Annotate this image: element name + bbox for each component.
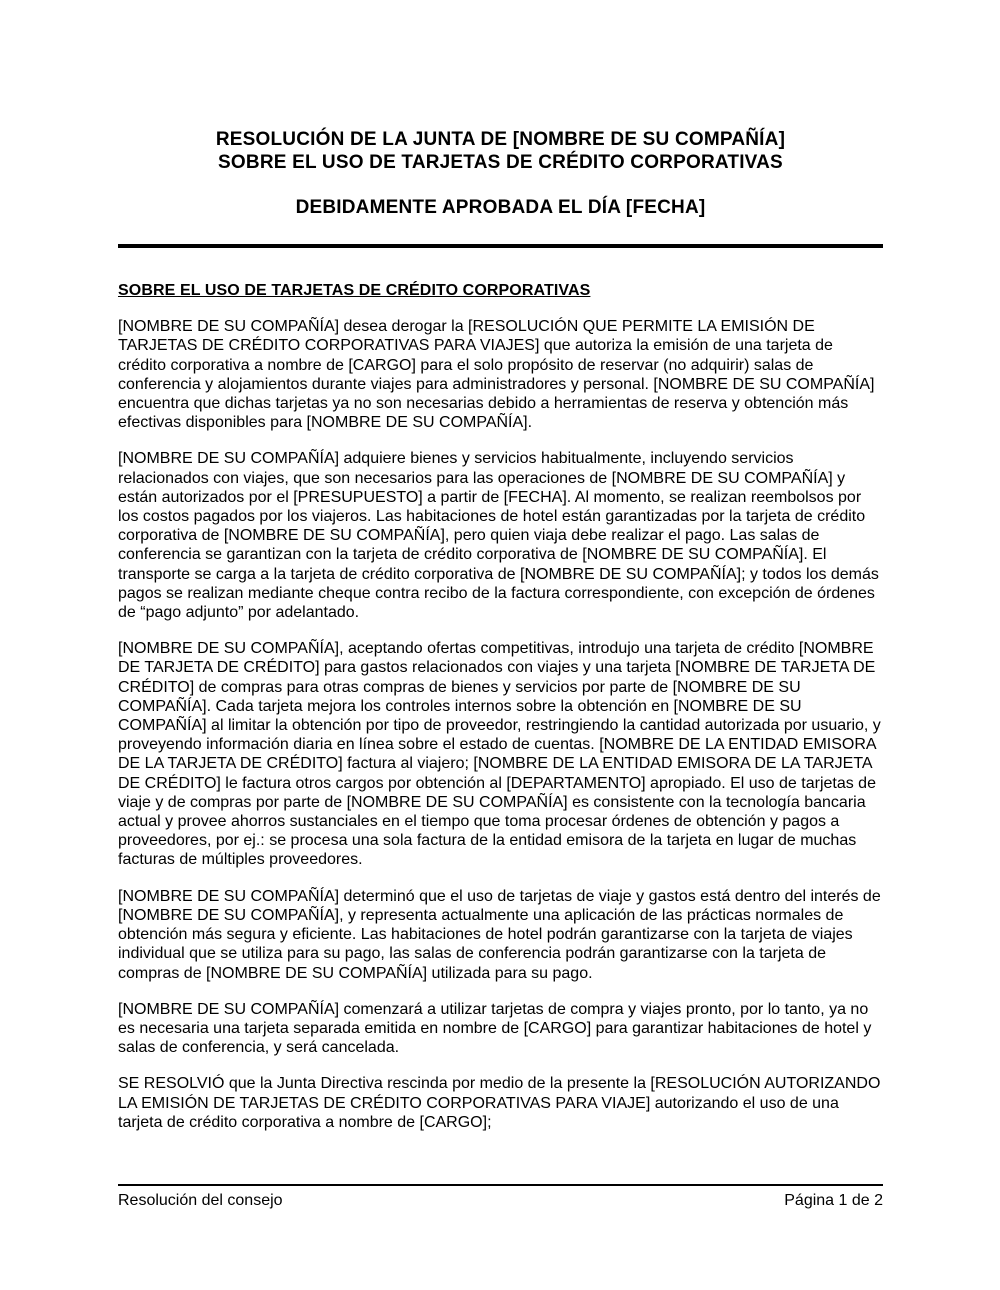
paragraph-3: [NOMBRE DE SU COMPAÑÍA], aceptando ofertas competitivas, introdujo una tarjeta de crédito [NOMBRE DE TARJETA DE CRÉDITO] para gastos relacionados con viajes y una tarjeta [NOMBRE DE TARJETA DE CRÉDITO] de compras para otras compras de bienes y servicios por parte de [NOMBRE DE SU COMPAÑÍA]. Cada tarjeta mejora los controles internos sobre la obtención en [NOMBRE DE SU COMPAÑÍA] al limitar la obtención por tipo de proveedor, restringiendo la cantidad autorizada por usuario, y proveyendo información diaria en línea sobre el estado de cuentas. [NOMBRE DE LA ENTIDAD EMISORA DE LA TARJETA DE CRÉDITO] factura al viajero; [NOMBRE DE LA ENTIDAD EMISORA DE LA TARJETA DE CRÉDITO] le factura otros cargos por obtención al [DEPARTAMENTO] apropiado. El uso de tarjetas de viaje y de compras por parte de [NOMBRE DE SU COMPAÑÍA] es consistente con la tecnología bancaria actual y provee ahorros sustanciales en el tiempo que toma procesar órdenes de obtención y pagos a proveedores, por ej.: se procesa una sola factura de la entidad emisora de la tarjeta en lugar de muchas facturas de múltiples proveedores. <box>118 640 881 869</box>
document-subtitle: DEBIDAMENTE APROBADA EL DÍA [FECHA] <box>295 197 706 218</box>
paragraph-4: [NOMBRE DE SU COMPAÑÍA] determinó que el uso de tarjetas de viaje y gastos está dentro del interés de [NOMBRE DE SU COMPAÑÍA], y representa actualmente una aplicación de las prácticas normales de obtención más segura y eficiente. Las habitaciones de hotel podrán garantizarse con la tarjeta de viajes individual que se utiliza para su pago, las salas de conferencia podrán garantizarse con la tarjeta de compras de [NOMBRE DE SU COMPAÑÍA] utilizada para su pago. <box>118 887 881 982</box>
footer-document-name: Resolución del consejo <box>118 1192 283 1209</box>
title-divider-rule <box>118 244 883 248</box>
page-footer <box>118 1184 883 1210</box>
footer-page-number: Página 1 de 2 <box>784 1192 883 1209</box>
section-heading: SOBRE EL USO DE TARJETAS DE CRÉDITO CORPORATIVAS <box>118 282 591 299</box>
paragraph-2: [NOMBRE DE SU COMPAÑÍA] adquiere bienes y servicios habitualmente, incluyendo servicios relacionados con viajes, que son necesarios para las operaciones de [NOMBRE DE SU COMPAÑÍA] y están autorizados por el [PRESUPUESTO] a partir de [FECHA]. Al momento, se realizan reembolsos por los costos pagados por los viajeros. Las habitaciones de hotel están garantizadas por la tarjeta de crédito corporativa de [NOMBRE DE SU COMPAÑÍA], pero quien viaja debe realizar el pago. Las salas de conferencia se garantizan con la tarjeta de crédito corporativa de [NOMBRE DE SU COMPAÑÍA]. El transporte se carga a la tarjeta de crédito corporativa de [NOMBRE DE SU COMPAÑÍA]; y todos los demás pagos se realizan mediante cheque contra recibo de la factura correspondiente, con excepción de órdenes de “pago adjunto” por adelantado. <box>118 450 879 622</box>
document-title-line-2: SOBRE EL USO DE TARJETAS DE CRÉDITO CORPORATIVAS <box>218 152 783 173</box>
paragraph-5: [NOMBRE DE SU COMPAÑÍA] comenzará a utilizar tarjetas de compra y viajes pronto, por lo tanto, ya no es necesaria una tarjeta separada emitida en nombre de [CARGO] para garantizar habitaciones de hotel y salas de conferencia, y será cancelada. <box>118 1000 872 1057</box>
title-block <box>118 128 883 219</box>
paragraph-6: SE RESOLVIÓ que la Junta Directiva rescinda por medio de la presente la [RESOLUCIÓN AUTORIZANDO LA EMISIÓN DE TARJETAS DE CRÉDITO CORPORATIVAS PARA VIAJE] autorizando el uso de una tarjeta de crédito corporativa a nombre de [CARGO]; <box>118 1075 881 1131</box>
document-content <box>118 0 883 1132</box>
paragraph-1: [NOMBRE DE SU COMPAÑÍA] desea derogar la [RESOLUCIÓN QUE PERMITE LA EMISIÓN DE TARJETAS DE CRÉDITO CORPORATIVAS PARA VIAJES] que autoriza la emisión de una tarjeta de crédito corporativa a nombre de [CARGO] para el solo propósito de reservar (no adquirir) salas de conferencia y alojamientos durante viajes para administradores y personal. [NOMBRE DE SU COMPAÑÍA] encuentra que dichas tarjetas ya no son necesarias debido a herramientas de reserva y obtención más efectivas disponibles para [NOMBRE DE SU COMPAÑÍA]. <box>118 318 875 432</box>
document-title-line-1: RESOLUCIÓN DE LA JUNTA DE [NOMBRE DE SU COMPAÑÍA] <box>215 129 786 150</box>
